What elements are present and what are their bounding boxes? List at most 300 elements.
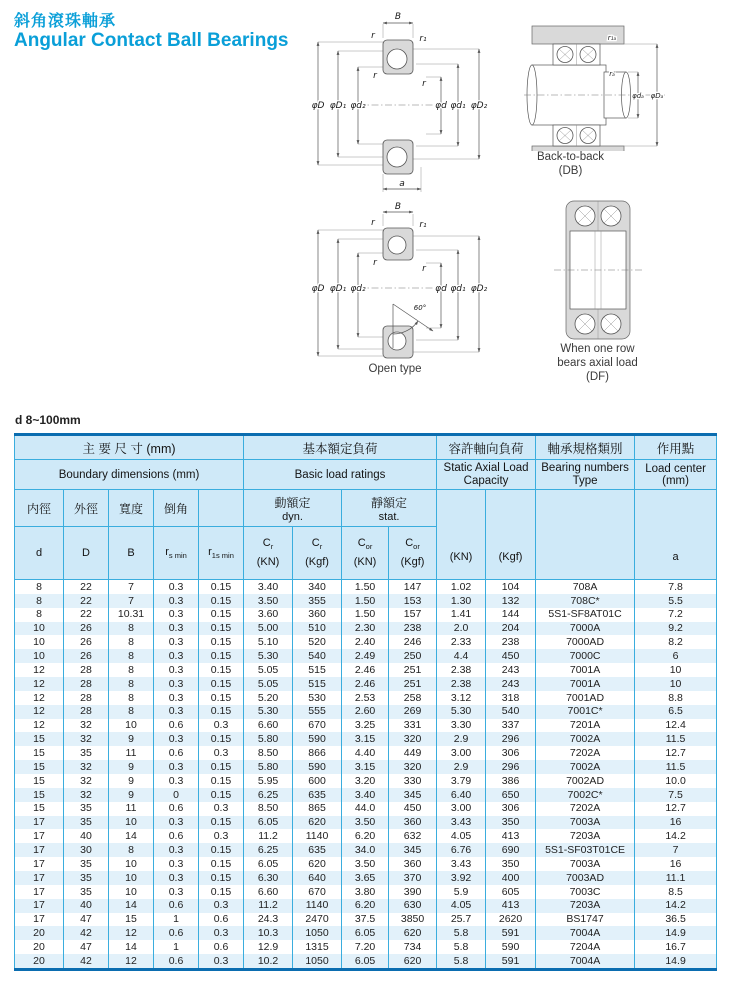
cell-axial_kn: 4.05 xyxy=(437,899,486,913)
cell-cor_kgf: 238 xyxy=(389,622,437,636)
cell-axial_kn: 3.79 xyxy=(437,774,486,788)
dim-label-r: r xyxy=(371,218,375,228)
header-chamfer-spacer xyxy=(199,490,244,527)
cell-axial_kgf: 306 xyxy=(486,746,536,760)
table-row xyxy=(15,705,717,719)
cell-load_center: 9.2 xyxy=(635,622,717,636)
header-B: B xyxy=(109,527,154,580)
cell-axial_kgf: 144 xyxy=(486,608,536,622)
cell-cr_kn: 12.9 xyxy=(244,940,293,954)
cell-r1s_min: 0.3 xyxy=(199,746,244,760)
cell-B: 14 xyxy=(109,899,154,913)
cell-load_center: 10.0 xyxy=(635,774,717,788)
cell-D: 22 xyxy=(64,608,109,622)
cell-cor_kn: 2.53 xyxy=(342,691,389,705)
dim-label-phid2: φd₂ xyxy=(350,101,366,111)
cell-cr_kn: 5.00 xyxy=(244,622,293,636)
cell-axial_kn: 4.05 xyxy=(437,829,486,843)
cell-cr_kgf: 360 xyxy=(293,608,342,622)
cell-r1s_min: 0.15 xyxy=(199,843,244,857)
cell-cor_kn: 34.0 xyxy=(342,843,389,857)
cell-D: 35 xyxy=(64,816,109,830)
cell-B: 11 xyxy=(109,802,154,816)
header-cr-kn: $C_r$ (KN) xyxy=(244,527,293,580)
cell-rs_min: 0.3 xyxy=(154,677,199,691)
cell-rs_min: 0.3 xyxy=(154,649,199,663)
cell-axial_kn: 3.92 xyxy=(437,871,486,885)
cell-axial_kgf: 243 xyxy=(486,663,536,677)
table-body xyxy=(15,580,717,970)
cell-cr_kn: 5.05 xyxy=(244,677,293,691)
size-range-label: d 8~100mm xyxy=(15,413,81,427)
header-load-center-a: a xyxy=(635,490,717,580)
table-row xyxy=(15,691,717,705)
cell-B: 8 xyxy=(109,635,154,649)
table-header xyxy=(15,435,717,580)
cell-B: 14 xyxy=(109,829,154,843)
cell-d: 17 xyxy=(15,843,64,857)
dim-label-phiDa: φDₐ xyxy=(650,92,664,100)
cell-load_center: 11.1 xyxy=(635,871,717,885)
cell-cr_kgf: 590 xyxy=(293,732,342,746)
cell-axial_kgf: 386 xyxy=(486,774,536,788)
cell-rs_min: 0.3 xyxy=(154,622,199,636)
cell-bearing_number: 7000A xyxy=(536,622,635,636)
cell-cor_kgf: 449 xyxy=(389,746,437,760)
cell-B: 7 xyxy=(109,580,154,594)
cell-r1s_min: 0.3 xyxy=(199,802,244,816)
cell-cor_kgf: 258 xyxy=(389,691,437,705)
cell-D: 28 xyxy=(64,691,109,705)
cell-axial_kgf: 413 xyxy=(486,899,536,913)
cell-cr_kn: 3.50 xyxy=(244,594,293,608)
cell-bearing_number: 7002AD xyxy=(536,774,635,788)
cell-cor_kn: 3.40 xyxy=(342,788,389,802)
cell-r1s_min: 0.15 xyxy=(199,649,244,663)
cell-bearing_number: 5S1-SF8AT01C xyxy=(536,608,635,622)
cell-load_center: 11.5 xyxy=(635,760,717,774)
cell-cor_kn: 2.49 xyxy=(342,649,389,663)
cell-d: 10 xyxy=(15,649,64,663)
cell-cor_kn: 6.20 xyxy=(342,829,389,843)
table-row xyxy=(15,940,717,954)
cell-axial_kn: 5.8 xyxy=(437,926,486,940)
cell-cr_kn: 5.30 xyxy=(244,649,293,663)
cell-bearing_number: 7002C* xyxy=(536,788,635,802)
cell-axial_kn: 1.41 xyxy=(437,608,486,622)
cell-axial_kgf: 306 xyxy=(486,802,536,816)
cell-load_center: 14.2 xyxy=(635,899,717,913)
cell-cr_kn: 5.30 xyxy=(244,705,293,719)
cell-cr_kn: 6.05 xyxy=(244,857,293,871)
dim-label-phiD: φD xyxy=(311,101,325,111)
cell-cr_kn: 5.10 xyxy=(244,635,293,649)
header-d: d xyxy=(15,527,64,580)
cell-r1s_min: 0.15 xyxy=(199,691,244,705)
cell-cor_kn: 6.05 xyxy=(342,954,389,969)
cell-rs_min: 0.3 xyxy=(154,594,199,608)
cell-axial_kn: 6.40 xyxy=(437,788,486,802)
cell-cor_kn: 3.15 xyxy=(342,732,389,746)
cell-cr_kn: 8.50 xyxy=(244,746,293,760)
header-cr-kgf: $C_r$ (Kgf) xyxy=(293,527,342,580)
df-caption: When one row bears axial load (DF) xyxy=(557,343,638,383)
cell-axial_kn: 5.8 xyxy=(437,954,486,969)
cell-load_center: 36.5 xyxy=(635,913,717,927)
cell-cr_kgf: 635 xyxy=(293,843,342,857)
cell-D: 28 xyxy=(64,705,109,719)
cell-rs_min: 0.3 xyxy=(154,760,199,774)
cell-B: 8 xyxy=(109,677,154,691)
cell-rs_min: 0.6 xyxy=(154,746,199,760)
cell-cor_kgf: 251 xyxy=(389,677,437,691)
cell-r1s_min: 0.6 xyxy=(199,913,244,927)
header-subgroup-row xyxy=(15,490,717,527)
cell-cor_kn: 2.60 xyxy=(342,705,389,719)
header-dims-en: Boundary dimensions (mm) xyxy=(15,460,244,490)
dim-label-r1a: r₁ₐ xyxy=(607,34,617,42)
cell-D: 42 xyxy=(64,954,109,969)
cell-d: 12 xyxy=(15,705,64,719)
table-row xyxy=(15,622,717,636)
table-row xyxy=(15,885,717,899)
cell-cor_kn: 6.20 xyxy=(342,899,389,913)
cell-cr_kgf: 865 xyxy=(293,802,342,816)
cell-cor_kgf: 450 xyxy=(389,802,437,816)
header-rs-min: $r_{s min}$ xyxy=(154,527,199,580)
dim-label-phid2: φd₂ xyxy=(350,284,366,294)
cell-rs_min: 0.3 xyxy=(154,871,199,885)
cell-axial_kgf: 350 xyxy=(486,816,536,830)
cell-rs_min: 0.6 xyxy=(154,719,199,733)
cell-cor_kgf: 632 xyxy=(389,829,437,843)
cell-axial_kn: 25.7 xyxy=(437,913,486,927)
header-cor-kgf: $C_{or}$ (Kgf) xyxy=(389,527,437,580)
cell-D: 32 xyxy=(64,774,109,788)
header-load-zh: 基本額定負荷 xyxy=(244,435,437,460)
cell-load_center: 7.8 xyxy=(635,580,717,594)
dim-label-a: a xyxy=(399,179,405,189)
cell-cor_kgf: 250 xyxy=(389,649,437,663)
cell-axial_kgf: 296 xyxy=(486,732,536,746)
cell-rs_min: 0.3 xyxy=(154,691,199,705)
header-D: D xyxy=(64,527,109,580)
cell-cor_kgf: 3850 xyxy=(389,913,437,927)
cell-cr_kn: 11.2 xyxy=(244,899,293,913)
cell-cor_kgf: 345 xyxy=(389,843,437,857)
dim-label-phiD2: φD₂ xyxy=(470,284,488,294)
cell-axial_kgf: 132 xyxy=(486,594,536,608)
cell-cor_kn: 6.05 xyxy=(342,926,389,940)
cell-d: 12 xyxy=(15,677,64,691)
cell-axial_kgf: 540 xyxy=(486,705,536,719)
cell-cr_kgf: 2470 xyxy=(293,913,342,927)
cell-B: 7 xyxy=(109,594,154,608)
header-group-row-en xyxy=(15,460,717,490)
cell-axial_kn: 3.43 xyxy=(437,857,486,871)
cell-bearing_number: 7002A xyxy=(536,760,635,774)
cell-r1s_min: 0.15 xyxy=(199,635,244,649)
cell-cor_kn: 3.15 xyxy=(342,760,389,774)
cell-r1s_min: 0.3 xyxy=(199,829,244,843)
cell-cr_kgf: 1050 xyxy=(293,926,342,940)
cell-rs_min: 0.6 xyxy=(154,829,199,843)
cell-D: 28 xyxy=(64,663,109,677)
cell-axial_kgf: 296 xyxy=(486,760,536,774)
cell-cor_kn: 2.46 xyxy=(342,677,389,691)
cell-load_center: 16 xyxy=(635,816,717,830)
table-row xyxy=(15,635,717,649)
table-row xyxy=(15,580,717,594)
open-type-diagram xyxy=(306,200,496,360)
page-title-english: Angular Contact Ball Bearings xyxy=(14,30,289,51)
cell-rs_min: 1 xyxy=(154,940,199,954)
header-numbers-zh: 軸承規格類別 xyxy=(536,435,635,460)
cell-cr_kn: 5.20 xyxy=(244,691,293,705)
cell-r1s_min: 0.15 xyxy=(199,857,244,871)
cell-axial_kn: 3.43 xyxy=(437,816,486,830)
cell-rs_min: 1 xyxy=(154,913,199,927)
cell-d: 20 xyxy=(15,940,64,954)
cell-B: 10 xyxy=(109,857,154,871)
cell-cor_kgf: 330 xyxy=(389,774,437,788)
cell-bearing_number: BS1747 xyxy=(536,913,635,927)
cell-d: 8 xyxy=(15,608,64,622)
table-row xyxy=(15,843,717,857)
cell-rs_min: 0.3 xyxy=(154,608,199,622)
cell-B: 8 xyxy=(109,843,154,857)
cell-cor_kgf: 251 xyxy=(389,663,437,677)
cell-rs_min: 0.3 xyxy=(154,816,199,830)
cell-cor_kgf: 331 xyxy=(389,719,437,733)
cell-D: 35 xyxy=(64,746,109,760)
cell-d: 15 xyxy=(15,760,64,774)
back-to-back-arrangement-diagram xyxy=(520,16,670,151)
cell-rs_min: 0.3 xyxy=(154,774,199,788)
dim-label-r1: r₁ xyxy=(419,34,427,44)
cell-D: 32 xyxy=(64,732,109,746)
cell-cr_kn: 6.30 xyxy=(244,871,293,885)
cell-d: 17 xyxy=(15,871,64,885)
dim-label-ra: rₐ xyxy=(609,70,615,78)
cell-axial_kn: 1.02 xyxy=(437,580,486,594)
cell-cor_kgf: 734 xyxy=(389,940,437,954)
cell-r1s_min: 0.3 xyxy=(199,719,244,733)
cell-B: 10 xyxy=(109,719,154,733)
cell-D: 32 xyxy=(64,788,109,802)
table-row xyxy=(15,663,717,677)
cell-bearing_number: 7003A xyxy=(536,816,635,830)
cell-bearing_number: 7001A xyxy=(536,677,635,691)
cell-axial_kgf: 591 xyxy=(486,954,536,969)
open-type-caption: Open type xyxy=(368,363,422,375)
cell-d: 10 xyxy=(15,622,64,636)
cell-cor_kgf: 320 xyxy=(389,760,437,774)
cell-cor_kn: 3.80 xyxy=(342,885,389,899)
cell-D: 35 xyxy=(64,871,109,885)
cell-cor_kn: 1.50 xyxy=(342,580,389,594)
cell-axial_kn: 5.30 xyxy=(437,705,486,719)
cell-D: 26 xyxy=(64,649,109,663)
cell-d: 12 xyxy=(15,691,64,705)
dim-label-phiD1: φD₁ xyxy=(329,284,347,294)
cell-cor_kn: 3.50 xyxy=(342,857,389,871)
cell-load_center: 10 xyxy=(635,663,717,677)
header-point-zh: 作用點 xyxy=(635,435,717,460)
cell-r1s_min: 0.3 xyxy=(199,926,244,940)
cell-D: 35 xyxy=(64,885,109,899)
cell-rs_min: 0.3 xyxy=(154,885,199,899)
header-bore: 内徑 xyxy=(15,490,64,527)
cell-axial_kgf: 690 xyxy=(486,843,536,857)
cell-rs_min: 0.3 xyxy=(154,663,199,677)
dim-label-phiD2: φD₂ xyxy=(470,101,488,111)
table-row xyxy=(15,802,717,816)
dim-label-r: r xyxy=(373,71,377,81)
cell-cor_kn: 2.40 xyxy=(342,635,389,649)
cell-D: 35 xyxy=(64,802,109,816)
header-outer: 外徑 xyxy=(64,490,109,527)
cell-D: 30 xyxy=(64,843,109,857)
cell-D: 42 xyxy=(64,926,109,940)
cell-bearing_number: 708C* xyxy=(536,594,635,608)
cell-r1s_min: 0.3 xyxy=(199,954,244,969)
cell-bearing_number: 7201A xyxy=(536,719,635,733)
table-row xyxy=(15,760,717,774)
cell-r1s_min: 0.15 xyxy=(199,788,244,802)
header-axial-kgf: (Kgf) xyxy=(486,490,536,580)
cell-axial_kn: 2.38 xyxy=(437,677,486,691)
cell-rs_min: 0.6 xyxy=(154,954,199,969)
cell-axial_kgf: 318 xyxy=(486,691,536,705)
cell-cor_kgf: 320 xyxy=(389,732,437,746)
cell-cr_kgf: 515 xyxy=(293,663,342,677)
cell-d: 17 xyxy=(15,816,64,830)
cell-r1s_min: 0.6 xyxy=(199,940,244,954)
cell-d: 15 xyxy=(15,746,64,760)
cell-load_center: 12.7 xyxy=(635,802,717,816)
cell-axial_kgf: 605 xyxy=(486,885,536,899)
cell-cr_kgf: 515 xyxy=(293,677,342,691)
dim-label-phid1: φd₁ xyxy=(450,101,466,111)
cell-cr_kgf: 510 xyxy=(293,622,342,636)
cell-bearing_number: 7004A xyxy=(536,926,635,940)
cell-load_center: 12.4 xyxy=(635,719,717,733)
cell-axial_kgf: 413 xyxy=(486,829,536,843)
cell-cr_kgf: 1140 xyxy=(293,829,342,843)
cell-cr_kn: 10.2 xyxy=(244,954,293,969)
cell-cor_kn: 3.25 xyxy=(342,719,389,733)
cell-r1s_min: 0.15 xyxy=(199,871,244,885)
cell-r1s_min: 0.15 xyxy=(199,663,244,677)
cell-bearing_number: 7001C* xyxy=(536,705,635,719)
cell-rs_min: 0.3 xyxy=(154,843,199,857)
cell-r1s_min: 0.3 xyxy=(199,899,244,913)
cell-axial_kgf: 238 xyxy=(486,635,536,649)
cell-load_center: 10 xyxy=(635,677,717,691)
cell-B: 10.31 xyxy=(109,608,154,622)
cell-r1s_min: 0.15 xyxy=(199,608,244,622)
cell-cr_kn: 5.05 xyxy=(244,663,293,677)
header-group-row-zh xyxy=(15,435,717,460)
cell-cor_kn: 7.20 xyxy=(342,940,389,954)
cell-axial_kn: 2.33 xyxy=(437,635,486,649)
cell-cor_kgf: 620 xyxy=(389,926,437,940)
cell-bearing_number: 7000AD xyxy=(536,635,635,649)
cell-d: 10 xyxy=(15,635,64,649)
cell-cor_kgf: 620 xyxy=(389,954,437,969)
cell-cr_kn: 6.60 xyxy=(244,885,293,899)
cell-load_center: 7.2 xyxy=(635,608,717,622)
cell-rs_min: 0.3 xyxy=(154,705,199,719)
cell-B: 8 xyxy=(109,691,154,705)
cell-bearing_number: 7001A xyxy=(536,663,635,677)
cell-bearing_number: 7202A xyxy=(536,802,635,816)
cell-D: 32 xyxy=(64,760,109,774)
cell-load_center: 8.8 xyxy=(635,691,717,705)
cell-cr_kgf: 635 xyxy=(293,788,342,802)
cell-d: 17 xyxy=(15,913,64,927)
cell-bearing_number: 7003C xyxy=(536,885,635,899)
header-static: 靜額定 stat. xyxy=(342,490,437,527)
header-numbers-spacer xyxy=(536,490,635,580)
cell-rs_min: 0.6 xyxy=(154,926,199,940)
cell-cr_kgf: 555 xyxy=(293,705,342,719)
cell-r1s_min: 0.15 xyxy=(199,885,244,899)
header-r1s-min: $r_{1s min}$ xyxy=(199,527,244,580)
cell-rs_min: 0.3 xyxy=(154,857,199,871)
cell-cr_kgf: 670 xyxy=(293,885,342,899)
cell-load_center: 5.5 xyxy=(635,594,717,608)
cell-bearing_number: 7004A xyxy=(536,954,635,969)
cell-D: 26 xyxy=(64,622,109,636)
cell-D: 47 xyxy=(64,940,109,954)
cell-axial_kgf: 591 xyxy=(486,926,536,940)
cell-rs_min: 0.3 xyxy=(154,732,199,746)
cell-cr_kn: 24.3 xyxy=(244,913,293,927)
cell-D: 22 xyxy=(64,580,109,594)
cell-axial_kgf: 400 xyxy=(486,871,536,885)
cell-load_center: 16.7 xyxy=(635,940,717,954)
header-chamfer: 倒角 xyxy=(154,490,199,527)
table-row xyxy=(15,871,717,885)
cell-load_center: 11.5 xyxy=(635,732,717,746)
cell-cr_kn: 6.25 xyxy=(244,843,293,857)
cell-cor_kn: 2.30 xyxy=(342,622,389,636)
cell-cor_kgf: 147 xyxy=(389,580,437,594)
cell-D: 26 xyxy=(64,635,109,649)
cell-cor_kn: 3.50 xyxy=(342,816,389,830)
table-row xyxy=(15,857,717,871)
cell-cr_kn: 5.80 xyxy=(244,760,293,774)
table-row xyxy=(15,608,717,622)
cell-cr_kn: 6.25 xyxy=(244,788,293,802)
cell-cor_kgf: 370 xyxy=(389,871,437,885)
cell-load_center: 6 xyxy=(635,649,717,663)
cell-bearing_number: 7000C xyxy=(536,649,635,663)
cell-bearing_number: 7003AD xyxy=(536,871,635,885)
dim-label-r: r xyxy=(422,79,426,89)
dim-label-phid: φd xyxy=(435,284,447,294)
dim-label-r: r xyxy=(371,31,375,41)
cell-load_center: 12.7 xyxy=(635,746,717,760)
cell-D: 28 xyxy=(64,677,109,691)
cell-cr_kn: 10.3 xyxy=(244,926,293,940)
cell-axial_kn: 5.8 xyxy=(437,940,486,954)
cell-cr_kgf: 340 xyxy=(293,580,342,594)
cell-cor_kn: 2.46 xyxy=(342,663,389,677)
cell-cor_kn: 4.40 xyxy=(342,746,389,760)
